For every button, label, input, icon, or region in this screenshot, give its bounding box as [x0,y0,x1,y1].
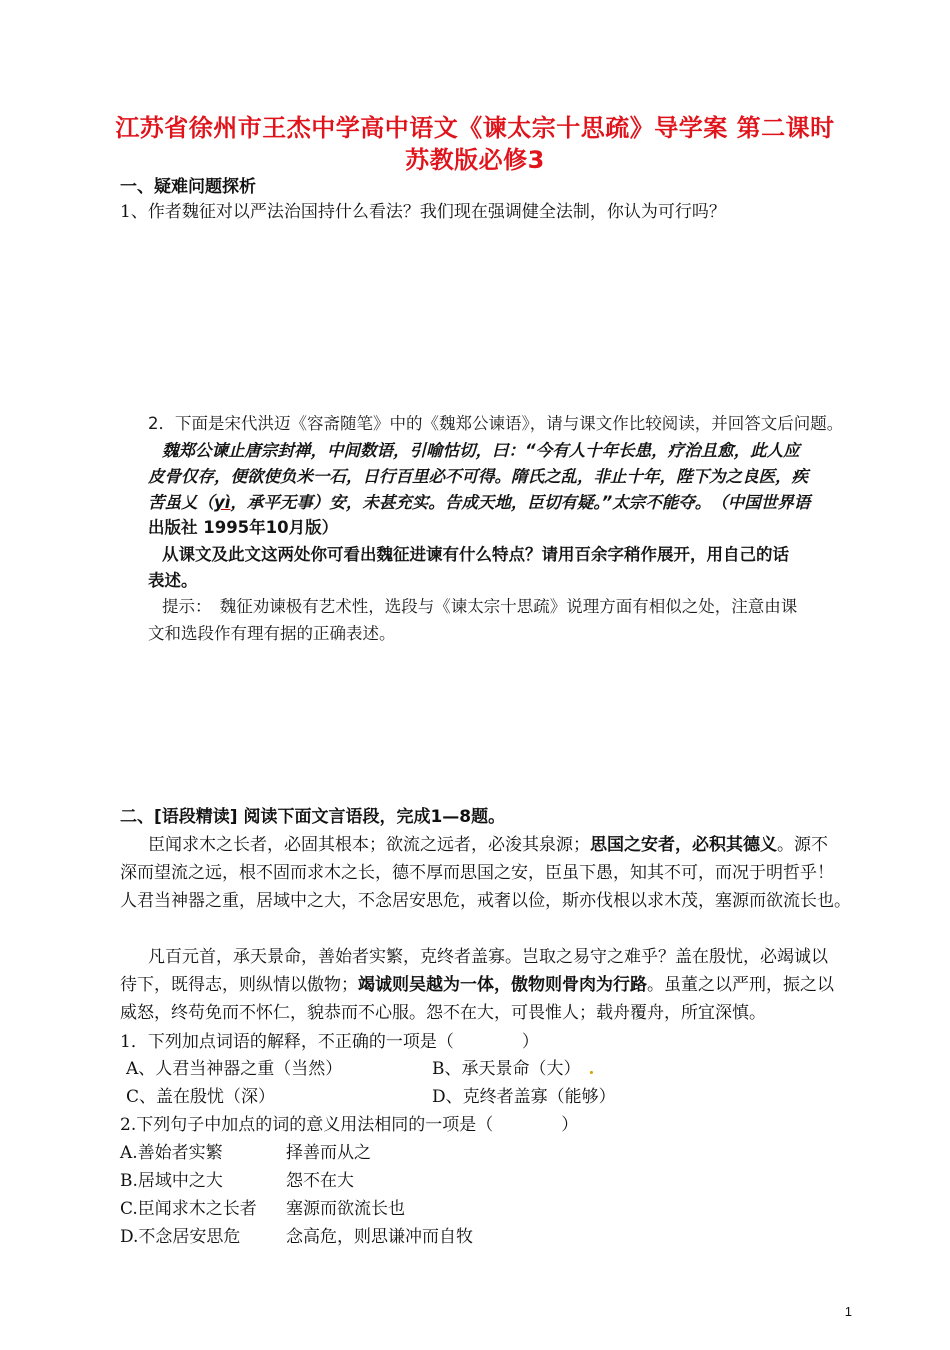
section1-question1: 1、作者魏征对以严法治国持什么看法？我们现在强调健全法制，你认为可行吗？ [120,202,726,222]
passage2-line2-a: 待下，既得志，则纵情以傲物； [120,975,358,995]
q2-hint-line1: 提示： 魏征劝谏极有艺术性，选段与《谏太宗十思疏》说理方面有相似之处，注意由课 [162,597,798,616]
question2-option-d-right: 念高危，则思谦冲而自牧 [286,1227,473,1247]
passage1-line1-c: 。源不 [777,835,828,855]
question1-stem: 1．下列加点词语的解释，不正确的一项是（ ） [120,1032,539,1052]
q2-passage-line3 [148,489,810,513]
passage2-line2-bold: 竭诚则吴越为一体，傲物则骨肉为行路 [358,975,647,995]
q2-passage-pinyin: yì [214,493,231,512]
question2-option-b-right: 怨不在大 [286,1171,354,1191]
passage2-line3: 威怒，终苟免而不怀仁，貌恭而不心服。怨不在大，可畏惟人；载舟覆舟，所宜深慎。 [120,1003,766,1023]
question1-option-d: D、克终者盖寡（能够） [432,1087,616,1107]
question1-option-a: A、人君当神器之重（当然） [126,1059,343,1079]
passage1-line1-bold: 思国之安者，必积其德义 [590,835,777,855]
question2-option-d-left: D.不念居安思危 [120,1227,241,1247]
passage1-line3: 人君当神器之重，居域中之大，不念居安思危，戒奢以俭，斯亦伐根以求木茂，塞源而欲流长也。 [120,891,851,911]
section1-heading: 一、疑难问题探析 [120,177,256,197]
question1-option-c: C、盖在殷忧（深） [126,1087,276,1107]
q2-passage-line3-a: 苦虽乂（ [148,493,214,512]
q2-intro: 2．下面是宋代洪迈《容斋随笔》中的《魏郑公谏语》，请与课文作比较阅读，并回答文后问题。 [148,414,844,433]
q2-passage-line1: 魏郑公谏止唐宗封禅，中间数语，引喻怙切，曰：“今有人十年长患，疗治且愈，此人应 [162,441,800,460]
q2-hint-line2: 文和选段作有理有据的正确表述。 [148,624,396,643]
question1-option-b-text: B、承天景命（大） [432,1059,581,1079]
passage2-line2-c: 。虽董之以严刑，振之以 [647,975,834,995]
q2-task-line2: 表述。 [148,571,198,590]
q2-task-line1: 从课文及此文这两处你可看出魏征进谏有什么特点？请用百余字稍作展开，用自己的话 [162,545,789,564]
document-title-line2: 苏教版必修3 [405,146,545,174]
passage2-line2 [120,970,834,995]
section2-heading: 二、[语段精读] 阅读下面文言语段，完成1—8题。 [120,807,506,827]
passage1-line1 [148,830,828,855]
question2-option-a-right: 择善而从之 [286,1143,371,1163]
question2-stem: 2.下列句子中加点的词的意义用法相同的一项是（ ） [120,1115,579,1135]
page-number: 1 [844,1304,852,1319]
question2-option-c-right: 塞源而欲流长也 [286,1199,405,1219]
q2-passage-line2: 皮骨仅存，便欲使负米一石，日行百里必不可得。隋氏之乱，非止十年，陛下为之良医，疾 [148,467,808,486]
passage2-line1: 凡百元首，承天景命，善始者实繁，克终者盖寡。岂取之易守之难乎？盖在殷忧，必竭诚以 [148,947,828,967]
passage1-line2: 深而望流之远，根不固而求木之长，德不厚而思国之安，臣虽下愚，知其不可，而况于明哲乎！ [120,863,834,883]
q2-passage-line3-c: ，承平无事）安，未甚充实。告成天地，臣切有疑。”太宗不能夺。 （中国世界语 [230,493,811,512]
document-title-line1: 江苏省徐州市王杰中学高中语文《谏太宗十思疏》导学案 第二课时 [115,114,835,142]
question2-option-a-left: A.善始者实繁 [120,1143,223,1163]
question2-option-b-left: B.居域中之大 [120,1171,223,1191]
question2-option-c-left: C.臣闻求木之长者 [120,1199,257,1219]
q2-passage-line4: 出版社 1995年10月版） [148,518,339,537]
question1-option-b: B、承天景命（大） . [432,1059,595,1079]
passage1-line1-a: 臣闻求木之长者，必固其根本；欲流之远者，必浚其泉源； [148,835,590,855]
